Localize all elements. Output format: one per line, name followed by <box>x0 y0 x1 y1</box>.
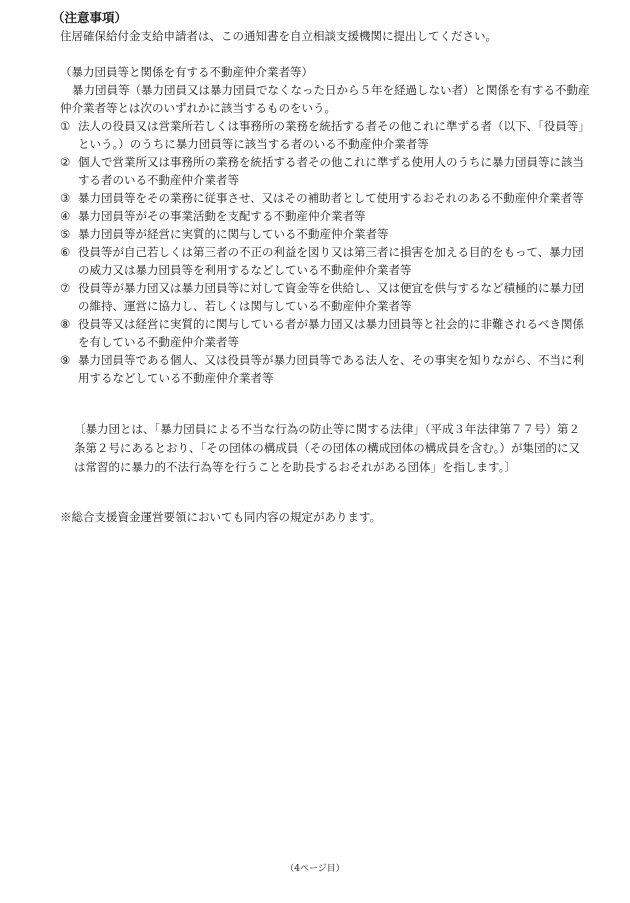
item-text: 暴力団員等をその業務に従事させ、又はその補助者として使用するおそれのある不動産仲介業者等 <box>78 191 584 205</box>
item-text: 個人で営業所又は事務所の業務を統括する者その他これに準ずる使用人のうちに暴力団員等に該当する者のいる不動産仲介業者等 <box>78 155 584 187</box>
list-item <box>60 243 590 279</box>
list-item <box>60 351 590 387</box>
list-item <box>60 189 590 207</box>
list-item <box>60 225 590 243</box>
intro-text: 住居確保給付金支給申請者は、この通知書を自立相談支援機関に提出してください。 <box>60 29 497 43</box>
list-item <box>60 315 590 351</box>
list-item <box>60 153 590 189</box>
manual-reference-note: ※総合支援資金運営要領においても同内容の規定があります。 <box>60 510 382 524</box>
item-number: ⑦ <box>60 281 71 295</box>
item-text: 役員等が暴力団又は暴力団員等に対して資金等を供給し、又は便宜を供与するなど積極的に暴力団の維持、運営に協力し、若しくは関与している不動産仲介業者等 <box>78 281 584 313</box>
item-text: 暴力団員等である個人、又は役員等が暴力団員等である法人を、その事実を知りながら、不当に利用するなどしている不動産仲介業者等 <box>78 353 584 385</box>
item-number: ⑤ <box>60 227 71 241</box>
section-title: （暴力団員等と関係を有する不動産仲介業者等） <box>60 65 313 79</box>
list-item <box>60 207 590 225</box>
item-number: ② <box>60 155 71 169</box>
item-number: ③ <box>60 191 71 205</box>
list-item <box>60 117 590 153</box>
item-number: ① <box>60 119 71 133</box>
organized-crime-definition-note <box>64 420 586 477</box>
item-number: ⑧ <box>60 317 71 331</box>
note-text: 〔暴力団とは、「暴力団員による不当な行為の防止等に関する法律」（平成３年法律第７７号）第２条第２号にあるとおり、「その団体の構成員（その団体の構成団体の構成員を含む。）が集団的に又は常習的に暴力的不法行為等を行うことを助長するおそれがある団体」を指します。〕 <box>74 422 580 474</box>
list-item <box>60 279 590 315</box>
item-number: ⑨ <box>60 353 71 367</box>
item-number: ④ <box>60 209 71 223</box>
notice-heading: （注意事項） <box>52 10 128 25</box>
page-number: （4ページ目） <box>285 864 345 874</box>
item-text: 役員等又は経営に実質的に関与している者が暴力団又は暴力団員等と社会的に非難されるべき関係を有している不動産仲介業者等 <box>78 317 584 349</box>
item-text: 法人の役員又は営業所若しくは事務所の業務を統括する者その他これに準ずる者（以下、「役員等」という。）のうちに暴力団員等に該当する者のいる不動産仲介業者等 <box>78 119 590 151</box>
item-text: 暴力団員等が経営に実質的に関与している不動産仲介業者等 <box>78 227 389 241</box>
item-number: ⑥ <box>60 245 71 259</box>
condition-list <box>60 117 590 387</box>
item-text: 暴力団員等がその事業活動を支配する不動産仲介業者等 <box>78 209 366 223</box>
item-text: 役員等が自己若しくは第三者の不正の利益を図り又は第三者に損害を加える目的をもって、暴力団の威力又は暴力団員等を利用するなどしている不動産仲介業者等 <box>78 245 584 277</box>
definition-text: 暴力団員等（暴力団員又は暴力団員でなくなった日から５年を経過しない者）と関係を有する不動産仲介業者等とは次のいずれかに該当するものをいう。 <box>60 83 590 115</box>
